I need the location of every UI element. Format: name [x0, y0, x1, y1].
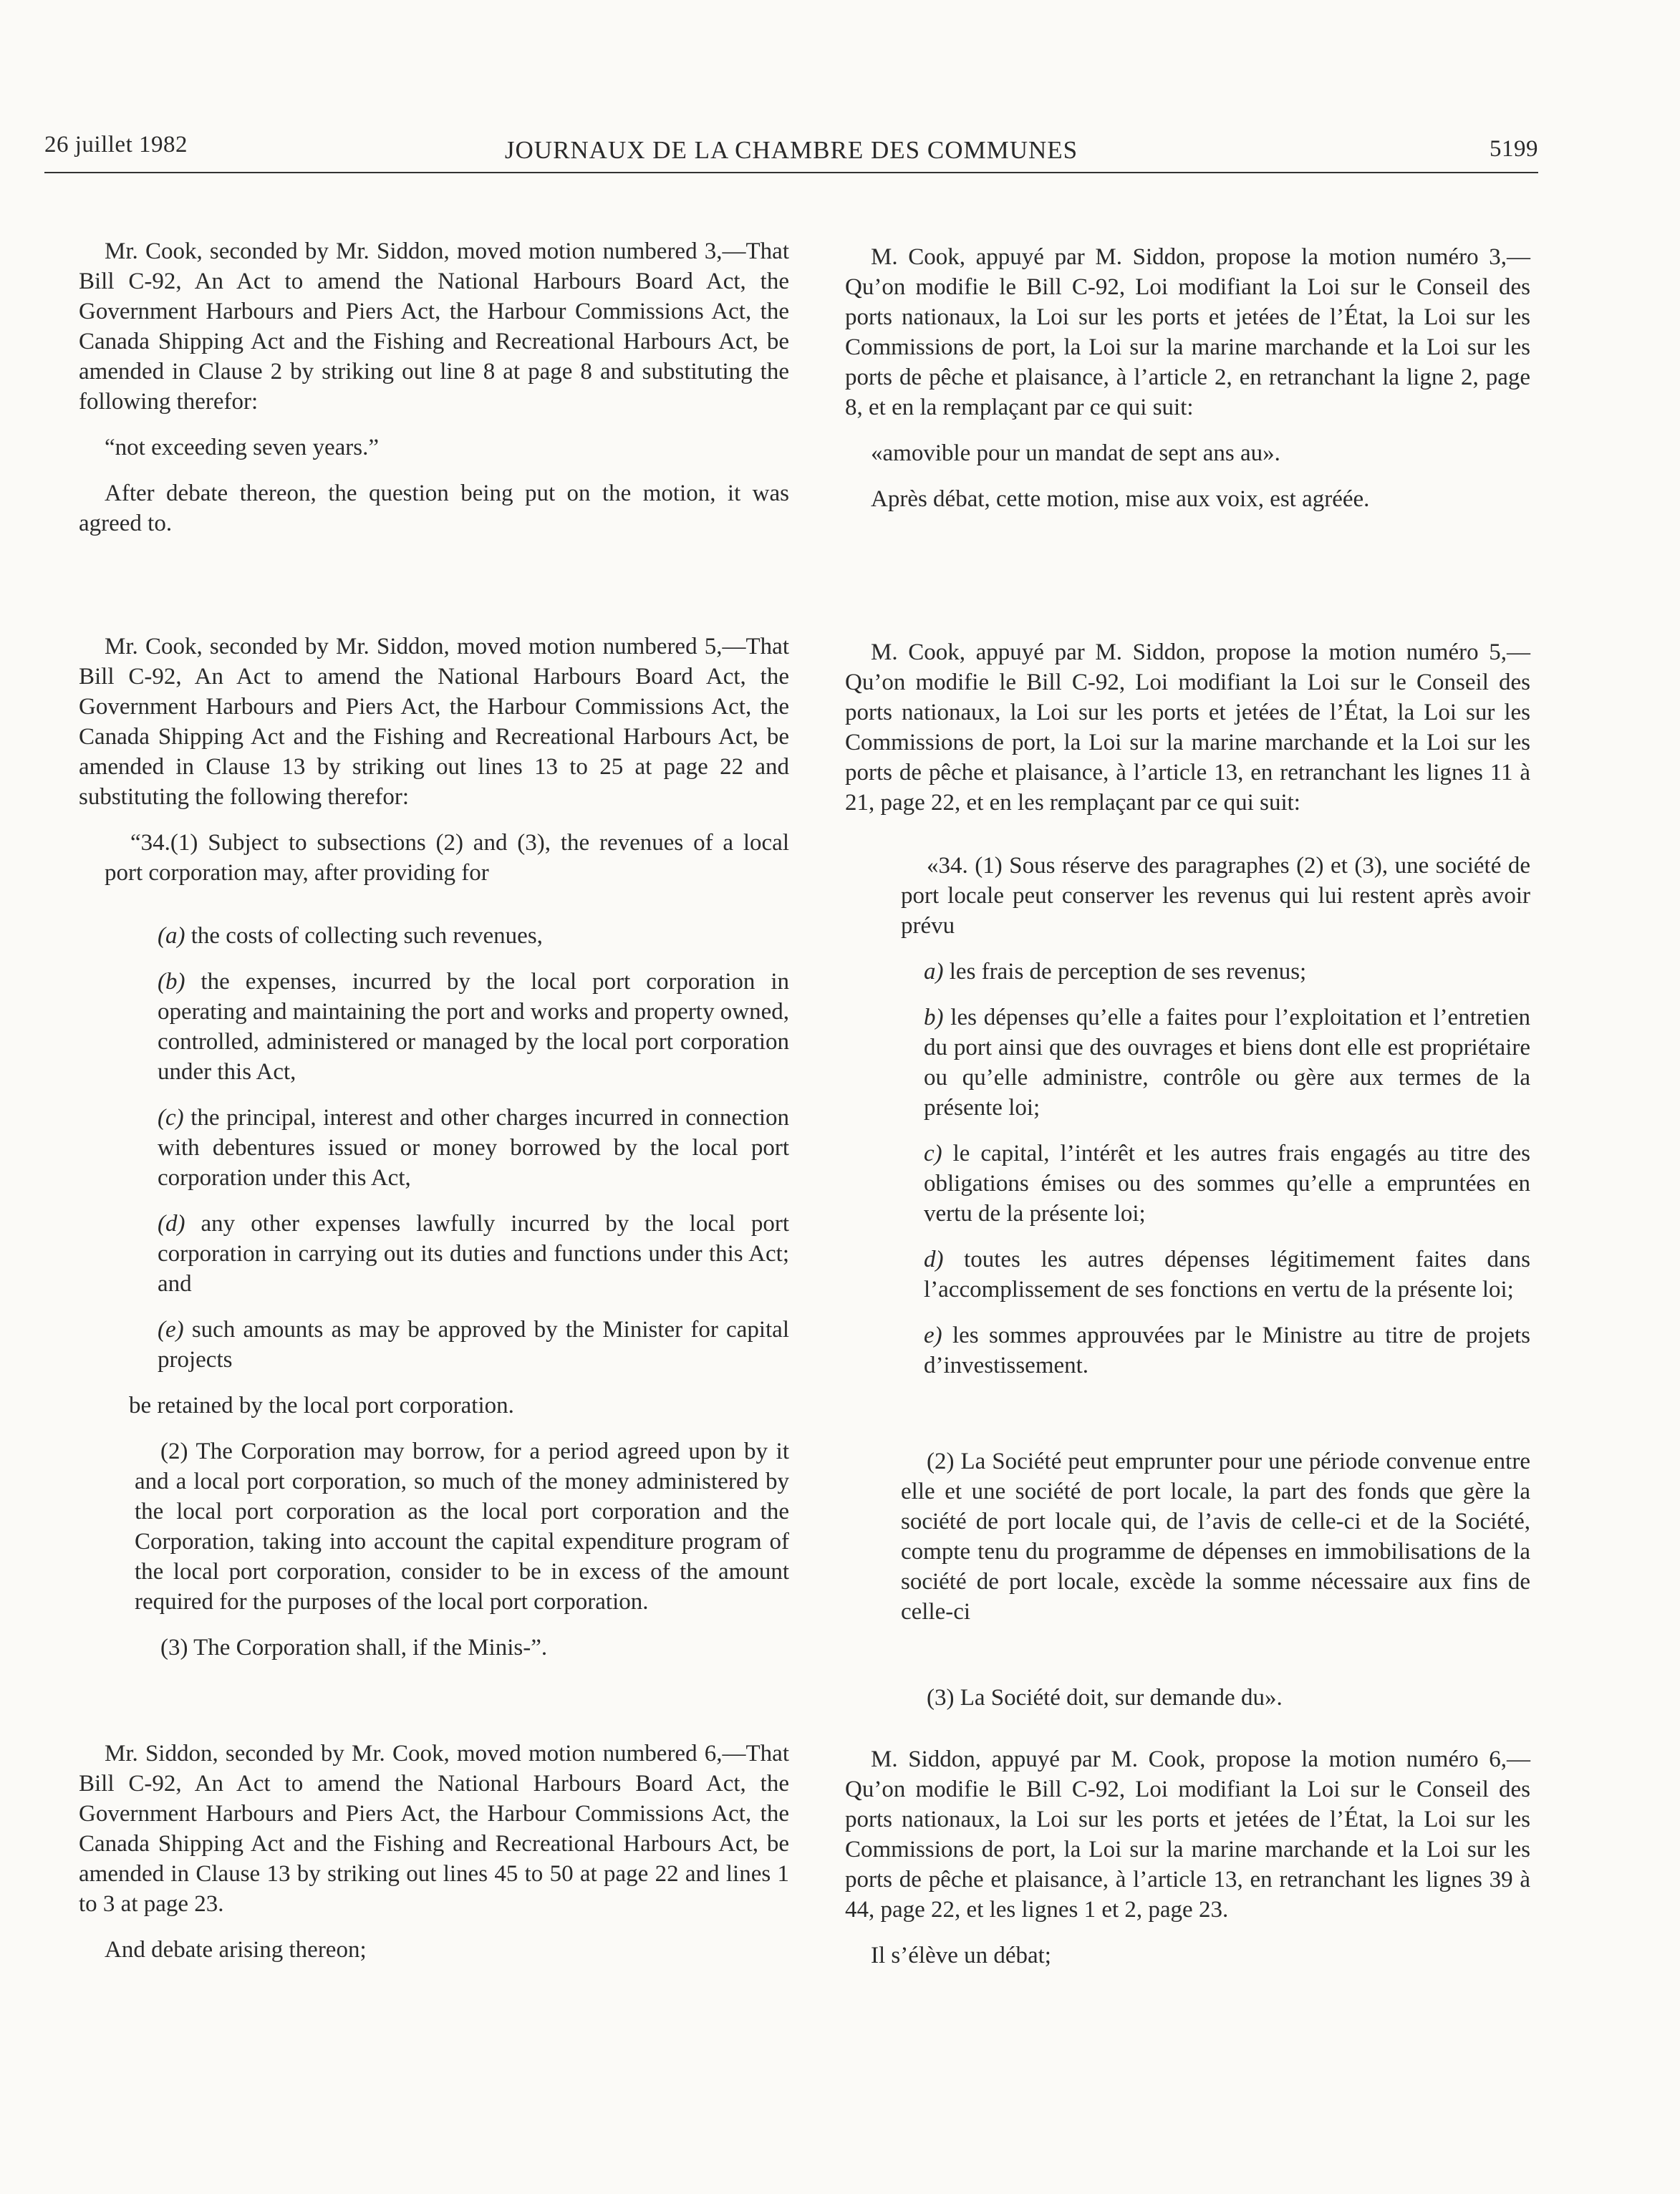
motion-text: Mr. Siddon, seconded by Mr. Cook, moved motion numbered 6,—That Bill C-92, An Act to amend the National Harbours Board Act, the Government Harbours and Piers Act, the Harbour Commissions Act, the Canada Shipping Act and the Fishing and Recreational Harbours Act, be amended in Clause 13 by striking out lines 45 to 50 at page 22 and lines 1 to 3 at page 23.	[79, 1741, 789, 1917]
subsection-2: (2) La Société peut emprunter pour une période convenue entre elle et une société de port locale, la part des fonds que gère la société de port locale qui, de l’avis de celle-ci et de la Société, compte tenu du programme de dépenses en immobilisations de la société de port locale, excède la somme nécessaire aux fins de celle-ci	[901, 1449, 1530, 1625]
motion-result: And debate arising thereon;	[105, 1937, 367, 1963]
motion-3-french	[845, 242, 1530, 514]
motion-result: Il s’élève un débat;	[871, 1943, 1051, 1968]
clause-text: le capital, l’intérêt et les autres frais engagés au titre des obligations émises ou des sommes qu’elle a empruntées en vertu de la présente loi;	[924, 1141, 1530, 1227]
motion-5-english	[79, 632, 789, 1663]
clause-marker: (e)	[158, 1317, 184, 1343]
clause-a	[79, 921, 789, 951]
subsection-2: (2) The Corporation may borrow, for a period agreed upon by it and a local port corporation, so much of the money administered by the local port corporation as the local port corporation and the Corporation, taking into account the capital expenditure program of the local port corporation, consider to be in excess of the amount required for the purposes of the local port corporation.	[135, 1439, 789, 1615]
motion-result: Après débat, cette motion, mise aux voix, est agréée.	[871, 486, 1370, 512]
motion-text: Mr. Cook, seconded by Mr. Siddon, moved motion numbered 5,—That Bill C-92, An Act to amend the National Harbours Board Act, the Government Harbours and Piers Act, the Harbour Commissions Act, the Canada Shipping Act and the Fishing and Recreational Harbours Act, be amended in Clause 13 by striking out lines 13 to 25 at page 22 and substituting the following therefor:	[79, 634, 789, 810]
clause-text: the costs of collecting such revenues,	[185, 923, 543, 949]
header-date: 26 juillet 1982	[44, 132, 188, 158]
clause-text: any other expenses lawfully incurred by the local port corporation in carrying out its duties and functions under this Act; and	[158, 1211, 789, 1297]
clause-d	[845, 1245, 1530, 1305]
clause-marker: (b)	[158, 969, 185, 995]
clause-c	[79, 1103, 789, 1193]
clause-marker: a)	[924, 959, 944, 985]
subsection-34-1: “34.(1) Subject to subsections (2) and (3), the revenues of a local port corporation may, after providing for	[105, 830, 789, 886]
motion-result: After debate thereon, the question being put on the motion, it was agreed to.	[79, 480, 789, 536]
journal-title: JOURNAUX DE LA CHAMBRE DES COMMUNES	[504, 136, 1078, 164]
motion-text: M. Siddon, appuyé par M. Cook, propose la motion numéro 6,—Qu’on modifie le Bill C-92, Loi modifiant la Loi sur le Conseil des ports nationaux, la Loi sur les ports et jetées de l’État, la Loi sur les Commissions de port, la Loi sur la marine marchande et la Loi sur les ports de pêche et plaisance, à l’article 13, en retranchant les lignes 39 à 44, page 22, et les lignes 1 et 2, page 23.	[845, 1746, 1530, 1923]
clause-text: les sommes approuvées par le Ministre au titre de projets d’investissement.	[924, 1323, 1530, 1378]
clause-text: les frais de perception de ses revenus;	[943, 959, 1307, 985]
clause-text: such amounts as may be approved by the Minister for capital projects	[158, 1317, 789, 1373]
page-number: 5199	[1490, 136, 1538, 162]
motion-text: Mr. Cook, seconded by Mr. Siddon, moved motion numbered 3,—That Bill C-92, An Act to amend the National Harbours Board Act, the Government Harbours and Piers Act, the Harbour Commissions Act, the Canada Shipping Act and the Fishing and Recreational Harbours Act, be amended in Clause 2 by striking out line 8 at page 8 and substituting the following therefor:	[79, 238, 789, 415]
clause-b	[79, 967, 789, 1087]
motion-3-english	[79, 236, 789, 538]
amendment-quote: «amovible pour un mandat de sept ans au».	[871, 440, 1280, 466]
running-header	[44, 126, 1538, 173]
motion-text: M. Cook, appuyé par M. Siddon, propose la motion numéro 5,—Qu’on modifie le Bill C-92, Loi modifiant la Loi sur le Conseil des ports nationaux, la Loi sur les ports et jetées de l’État, la Loi sur les Commissions de port, la Loi sur la marine marchande et la Loi sur les ports de pêche et plaisance, à l’article 13, en retranchant les lignes 11 à 21, page 22, et en les remplaçant par ce qui suit:	[845, 639, 1530, 816]
subsection-3: (3) The Corporation shall, if the Minis-”.	[160, 1635, 548, 1661]
subsection-34-1: «34. (1) Sous réserve des paragraphes (2) et (3), une société de port locale peut conserver les revenus qui lui restent après avoir prévu	[901, 853, 1530, 939]
clause-c	[845, 1139, 1530, 1229]
motion-6-english	[79, 1739, 789, 1965]
clause-text: the principal, interest and other charges incurred in connection with debentures issued or money borrowed by the local port corporation under this Act,	[158, 1105, 789, 1191]
clause-e	[79, 1315, 789, 1375]
clause-marker: (a)	[158, 923, 185, 949]
motion-5-french	[845, 637, 1530, 1713]
motion-text: M. Cook, appuyé par M. Siddon, propose la motion numéro 3,—Qu’on modifie le Bill C-92, Loi modifiant la Loi sur le Conseil des ports nationaux, la Loi sur les ports et jetées de l’État, la Loi sur les Commissions de port, la Loi sur la marine marchande et la Loi sur les ports de pêche et plaisance, à l’article 2, en retranchant la ligne 2, page 8, et en la remplaçant par ce qui suit:	[845, 244, 1530, 420]
retained-clause: be retained by the local port corporation.	[129, 1393, 514, 1419]
clause-marker: (c)	[158, 1105, 184, 1131]
clause-e	[845, 1320, 1530, 1381]
clause-b	[845, 1002, 1530, 1123]
clause-marker: c)	[924, 1141, 942, 1166]
clause-marker: (d)	[158, 1211, 185, 1237]
subsection-3: (3) La Société doit, sur demande du».	[927, 1685, 1283, 1711]
clause-marker: e)	[924, 1323, 942, 1348]
clause-text: toutes les autres dépenses légitimement faites dans l’accomplissement de ses fonctions en vertu de la présente loi;	[924, 1247, 1530, 1303]
clause-text: les dépenses qu’elle a faites pour l’exploitation et l’entretien du port ainsi que des ouvrages et biens dont elle est propriétaire ou qu’elle administre, contrôle ou gère aux termes de la présente loi;	[924, 1005, 1530, 1121]
clause-marker: d)	[924, 1247, 944, 1272]
clause-text: the expenses, incurred by the local port corporation in operating and maintaining the port and works and property owned, controlled, administered or managed by the local port corporation under this Act,	[158, 969, 789, 1085]
motion-6-french	[845, 1744, 1530, 1971]
amendment-quote: “not exceeding seven years.”	[105, 435, 379, 460]
clause-marker: b)	[924, 1005, 944, 1030]
clause-a	[845, 957, 1530, 987]
clause-d	[79, 1209, 789, 1299]
